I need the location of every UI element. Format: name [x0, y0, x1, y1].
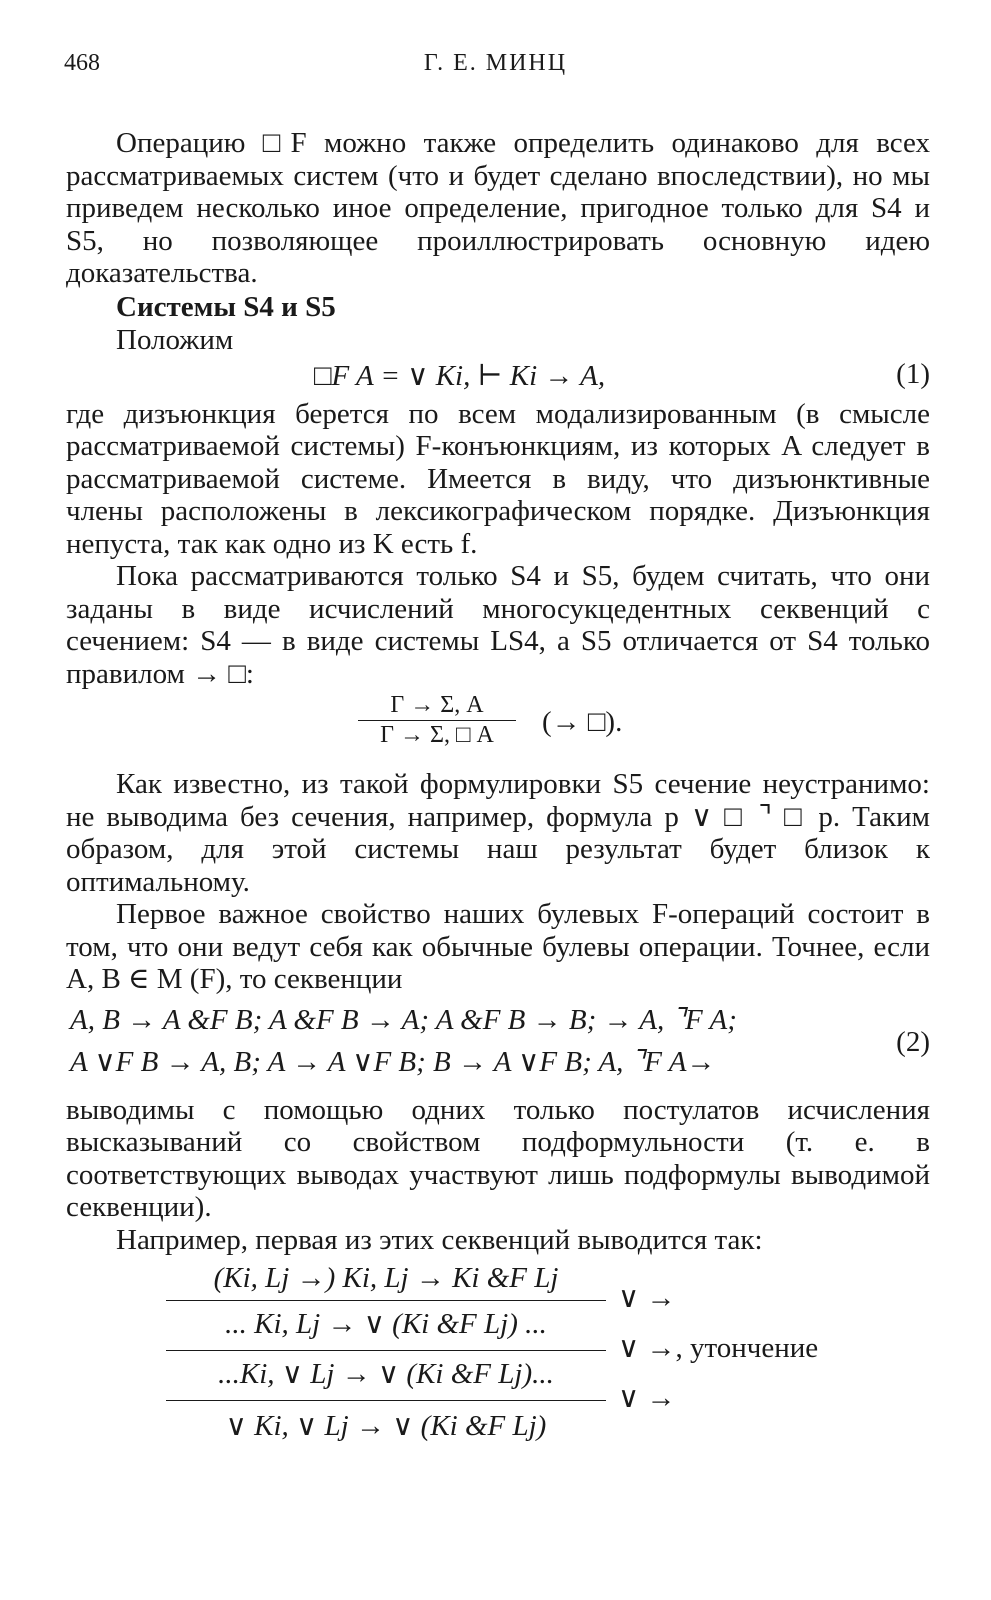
derivation-line-1: (Ki, Lj →) Ki, Lj → Ki &F Lj — [213, 1262, 559, 1294]
derivation-tree — [66, 1262, 930, 1502]
page-body — [66, 127, 930, 1502]
derivation-rule-2: ∨ →, утончение — [618, 1332, 819, 1364]
derivation-rule-1: ∨ → — [618, 1282, 676, 1314]
derivation-line-4: ∨ Ki, ∨ Lj → ∨ (Ki &F Lj) — [225, 1410, 547, 1442]
paragraph-s4-s5: Пока рассматриваются только S4 и S5, будем считать, что они заданы в виде исчислений многосукцедентных секвенций с сечением: S4 — в виде системы LS4, а S5 отличается от S4 только правилом → □: — [66, 560, 930, 690]
rule-name: (→ □). — [542, 706, 623, 738]
formula-1 — [66, 356, 930, 398]
rule-fraction — [358, 692, 516, 749]
page-number: 468 — [64, 50, 100, 76]
paragraph-intro: Операцию □F можно также определить одинаково для всех рассматриваемых систем (что и будет сделано впоследствии), но мы приведем несколько иное определение, пригодное только для S4 и S5, но позволяющее проиллюстрировать основную идею доказательства. — [66, 127, 930, 289]
paragraph-disjunction: где дизъюнкция берется по всем модализированным (в смысле рассматриваемой системы) F-конъюнкциям, из которых A следует в рассматриваемой системе. Имеется в виду, что дизъюнктивные члены расположены в лексикографическом порядке. Дизъюнкция непуста, так как одно из K есть f. — [66, 397, 930, 560]
derivation-bar-3 — [166, 1400, 606, 1401]
paragraph-cut: Как известно, из такой формулировки S5 сечение неустранимо: не выводима без сечения, например, формула p ∨ □ ⌝ □ p. Таким образом, для этой системы наш результат будет близок к оптимальному. — [66, 768, 930, 898]
running-header — [64, 50, 927, 90]
sequents-number: (2) — [896, 1025, 930, 1058]
sequents-line-1: A, B → A &F B; A &F B → A; A &F B → B; → A, ⌝F A; — [70, 1003, 737, 1036]
running-author: Г. Е. МИНЦ — [423, 50, 568, 76]
sequents-line-2: A ∨F B → A, B; A → A ∨F B; B → A ∨F B; A, ⌝F A→ — [70, 1045, 716, 1078]
paragraph-boolean: Первое важное свойство наших булевых F-операций состоит в том, что они ведут себя как обычные булевы операции. Точнее, если A, B ∈ M (F), то секвенции — [66, 898, 930, 995]
section-heading: Системы S4 и S5 — [116, 290, 336, 323]
formula-1-number: (1) — [896, 357, 930, 390]
sequents-2 — [66, 1000, 930, 1090]
derivation-line-2: ... Ki, Lj → ∨ (Ki &F Lj) ... — [225, 1308, 547, 1340]
rule-premise: Γ → Σ, A — [358, 692, 516, 721]
rule-conclusion: Γ → Σ, □ A — [380, 722, 494, 748]
derivation-rule-3: ∨ → — [618, 1382, 676, 1414]
formula-1-body: □F A = ∨ Ki, ⊢ Ki → A, — [314, 359, 606, 392]
paragraph-derivable: выводимы с помощью одних только постулатов исчисления высказываний со свойством подформульности (т. е. в соответствующих выводах участвуют лишь подформулы выводимой секвенции). — [66, 1093, 930, 1223]
paragraph-example: Например, первая из этих секвенций выводится так: — [116, 1223, 763, 1256]
paragraph-polozhim: Положим — [116, 323, 234, 356]
derivation-bar-1 — [166, 1300, 606, 1301]
derivation-bar-2 — [166, 1350, 606, 1351]
derivation-line-3: ...Ki, ∨ Lj → ∨ (Ki &F Lj)... — [218, 1358, 554, 1390]
inference-rule-box — [66, 692, 930, 760]
